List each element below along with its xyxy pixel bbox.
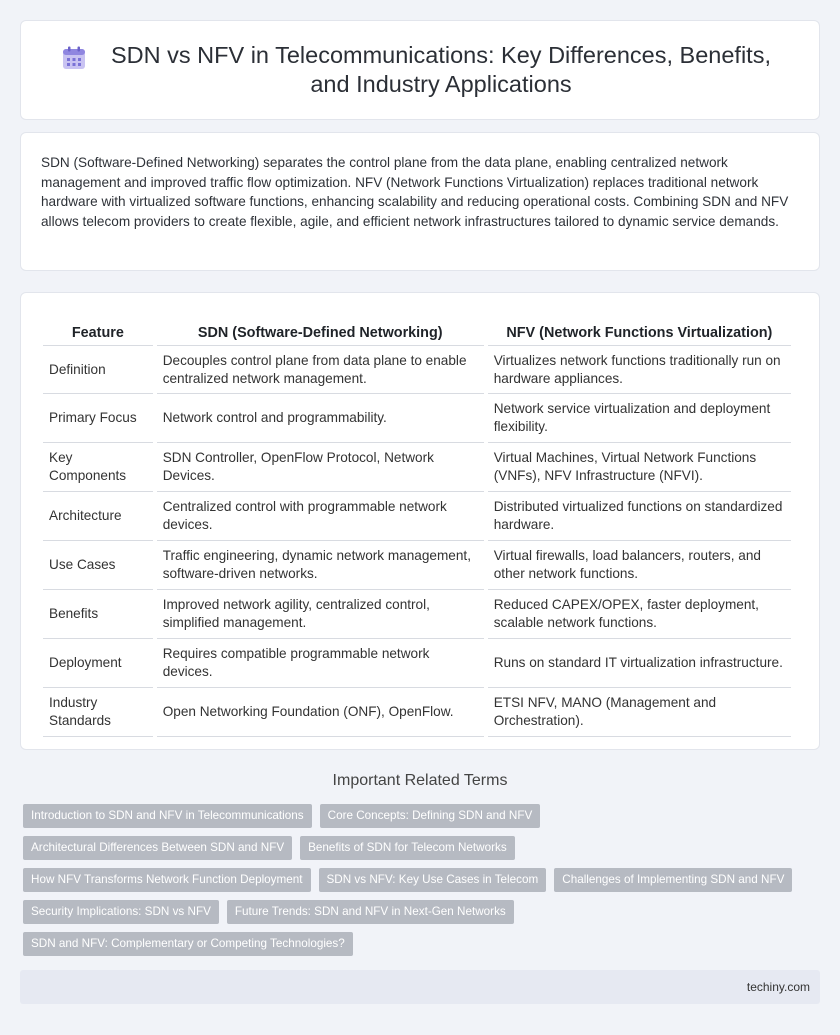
table-row (43, 590, 791, 639)
table-row (43, 345, 791, 394)
table-row (43, 688, 791, 737)
feature-cell: Benefits (43, 590, 153, 639)
intro-paragraph: SDN (Software-Defined Networking) separates the control plane from the data plane, enabling centralized network management and improved traffic flow optimization. NFV (Network Functions Virtualization) replaces traditional network hardware with virtualized software functions, enhancing scalability and reducing operational costs. Combining SDN and NFV allows telecom providers to create flexible, agile, and efficient network infrastructures tailored to dynamic service demands. (41, 155, 789, 229)
sdn-cell: SDN Controller, OpenFlow Protocol, Network Devices. (157, 443, 484, 492)
nfv-cell: Virtual Machines, Virtual Network Functions (VNFs), NFV Infrastructure (NFVI). (488, 443, 791, 492)
table-row (43, 639, 791, 688)
related-tag[interactable]: Challenges of Implementing SDN and NFV (554, 868, 792, 892)
tag-row (23, 932, 823, 956)
header-nfv: NFV (Network Functions Virtualization) (506, 325, 773, 341)
table-header-row (43, 311, 791, 345)
nfv-cell: Runs on standard IT virtualization infrastructure. (488, 639, 791, 688)
related-tag[interactable]: Security Implications: SDN vs NFV (23, 900, 219, 924)
calendar-icon (61, 45, 87, 71)
related-terms-list (23, 804, 823, 964)
related-terms-title: Important Related Terms (332, 772, 508, 789)
title-wrap (21, 41, 819, 99)
sdn-cell: Centralized control with programmable network devices. (157, 492, 484, 541)
sdn-cell: Requires compatible programmable network devices. (157, 639, 484, 688)
nfv-cell: Reduced CAPEX/OPEX, faster deployment, scalable network functions. (488, 590, 791, 639)
page-title: SDN vs NFV in Telecommunications: Key Differences, Benefits, and Industry Applications (110, 42, 771, 97)
nfv-cell: Network service virtualization and deployment flexibility. (488, 394, 791, 443)
related-tag[interactable]: Introduction to SDN and NFV in Telecommunications (23, 804, 312, 828)
feature-cell: Use Cases (43, 541, 153, 590)
related-tag[interactable]: SDN vs NFV: Key Use Cases in Telecom (319, 868, 547, 892)
nfv-cell: Distributed virtualized functions on standardized hardware. (488, 492, 791, 541)
tag-row (23, 868, 823, 892)
table-row (43, 394, 791, 443)
feature-cell: Architecture (43, 492, 153, 541)
sdn-cell: Traffic engineering, dynamic network management, software-driven networks. (157, 541, 484, 590)
header-sdn: SDN (Software-Defined Networking) (197, 325, 443, 341)
tag-row (23, 804, 823, 828)
comparison-table-card (20, 292, 820, 750)
intro-card (20, 132, 820, 271)
footer-site-link[interactable]: techiny.com (746, 980, 810, 994)
related-tag[interactable]: Benefits of SDN for Telecom Networks (300, 836, 515, 860)
table-row (43, 443, 791, 492)
nfv-cell: ETSI NFV, MANO (Management and Orchestration). (488, 688, 791, 737)
comparison-table (39, 311, 795, 737)
tag-row (23, 900, 823, 924)
related-tag[interactable]: Future Trends: SDN and NFV in Next-Gen Networks (227, 900, 514, 924)
related-tag[interactable]: How NFV Transforms Network Function Deployment (23, 868, 311, 892)
table-row (43, 492, 791, 541)
sdn-cell: Improved network agility, centralized control, simplified management. (157, 590, 484, 639)
sdn-cell: Network control and programmability. (157, 394, 484, 443)
feature-cell: Industry Standards (43, 688, 153, 737)
header-feature: Feature (71, 325, 124, 341)
nfv-cell: Virtual firewalls, load balancers, routers, and other network functions. (488, 541, 791, 590)
sdn-cell: Decouples control plane from data plane to enable centralized network management. (157, 345, 484, 394)
nfv-cell: Virtualizes network functions traditionally run on hardware appliances. (488, 345, 791, 394)
feature-cell: Key Components (43, 443, 153, 492)
sdn-cell: Open Networking Foundation (ONF), OpenFlow. (157, 688, 484, 737)
tag-row (23, 836, 823, 860)
table-row (43, 541, 791, 590)
feature-cell: Deployment (43, 639, 153, 688)
footer (20, 970, 820, 1004)
related-tag[interactable]: Architectural Differences Between SDN and NFV (23, 836, 292, 860)
feature-cell: Primary Focus (43, 394, 153, 443)
related-tag[interactable]: Core Concepts: Defining SDN and NFV (320, 804, 541, 828)
title-card (20, 20, 820, 120)
feature-cell: Definition (43, 345, 153, 394)
related-tag[interactable]: SDN and NFV: Complementary or Competing Technologies? (23, 932, 353, 956)
